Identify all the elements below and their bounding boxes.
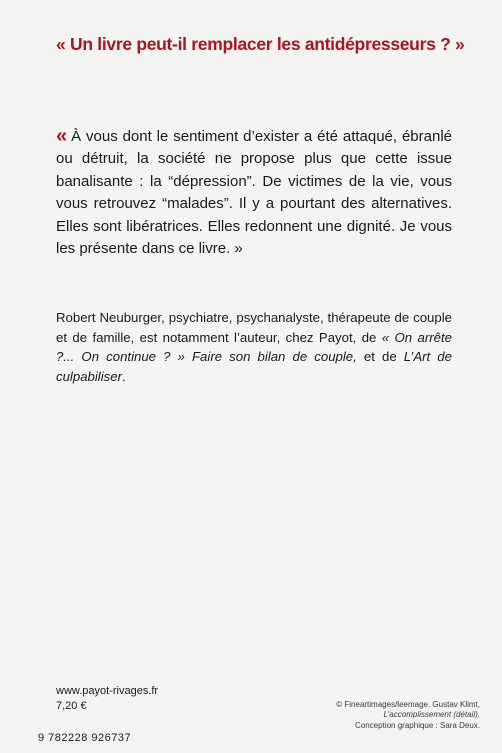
bio-text-1: Robert Neuburger, psychiatre, psychanalyste, thérapeute de couple et de famille, est notamment l’auteur, chez Payot, de: [56, 310, 452, 345]
isbn-number: 9 782228 926737: [38, 732, 132, 744]
author-bio: [56, 308, 452, 386]
price: 7,20 €: [56, 700, 87, 712]
bio-title-1: « On arrête ?... On continue ? » Faire son bilan de couple,: [56, 329, 452, 365]
credits-line-2: L’accomplissement (détail).: [383, 710, 480, 720]
opening-quote-mark: «: [56, 125, 66, 147]
back-cover-quote: [56, 124, 452, 260]
bio-text-2: et de: [356, 349, 404, 365]
image-credits: [260, 700, 480, 731]
quote-text: À vous dont le sentiment d’exister a été attaqué, ébranlé ou détruit, la société ne propose plus que cette issue banalisante : la “dépression”. De victimes de la vie, vous vous retrouvez “malades”. Il y a pourtant des alternatives. Elles sont libératrices. Elles redonnent une dignité. Je vous les présente dans ce livre. »: [56, 128, 452, 258]
tagline: « Un livre peut-il remplacer les antidépresseurs ? »: [56, 34, 465, 54]
bio-text-3: .: [121, 368, 126, 384]
credits-line-1: © Fineartimages/leemage. Gustav Klimt,: [336, 700, 480, 709]
bio-title-2: L’Art de culpabiliser: [56, 349, 452, 384]
publisher-info: [56, 684, 158, 714]
publisher-website: www.payot-rivages.fr: [56, 685, 159, 697]
credits-line-3: Conception graphique : Sara Deux.: [355, 720, 480, 730]
